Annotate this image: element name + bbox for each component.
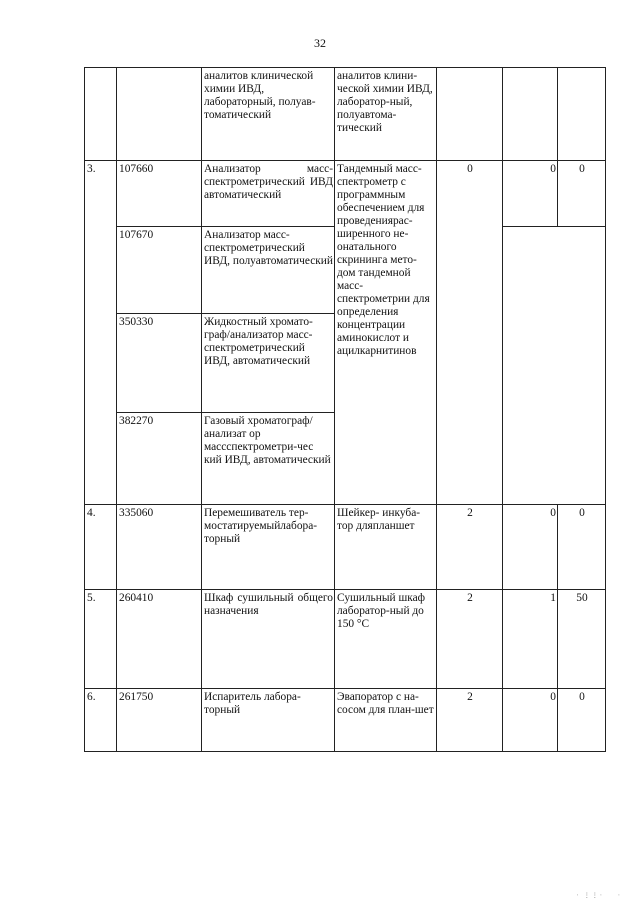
page-number: 32 [314,36,326,50]
nomenclature-code: 261750 [117,689,202,752]
device-name: Анализатор масс-спектрометрический ИВД автоматический [202,161,335,227]
device-name: аналитов клинической химии ИВД, лабораторный, полуав-томатический [202,68,335,161]
value-b: 0 [558,161,606,227]
device-description: Тандемный масс-спектрометр с программным обеспечением для проведениярас-ширенного не-онатального скрининга мето-дом тандемной масс-спектрометрии для определения концентрации аминокислот и ацилкарнитинов [335,161,437,505]
row-number: 5. [85,590,117,689]
nomenclature-code: 107670 [117,227,202,314]
nomenclature-code: 260410 [117,590,202,689]
device-description: Шейкер- инкуба-тор дляпланшет [335,505,437,590]
device-name: Газовый хроматограф/анализат ор массспектрометри-чес кий ИВД, автоматический [202,413,335,505]
table-row [85,68,606,161]
nomenclature-code: 350330 [117,314,202,413]
row-number: 4. [85,505,117,590]
row-number: 6. [85,689,117,752]
nomenclature-code [117,68,202,161]
value-a: 0 [503,161,558,227]
row-number: 3. [85,161,117,505]
device-name: Шкаф сушильный общего назначения [202,590,335,689]
device-name: Испаритель лабора-торный [202,689,335,752]
quantity [437,68,503,161]
quantity: 2 [437,590,503,689]
quantity: 0 [437,161,503,505]
scan-mark: ⋅ ⋮⋮⋅ ⋅ [576,893,622,899]
table-row [85,161,606,227]
device-name: Перемешиватель тер-мостатируемыйлабора-торный [202,505,335,590]
table-row [85,590,606,689]
equipment-table [84,67,606,752]
value-a [503,68,558,161]
device-description: Сушильный шкаф лаборатор-ный до 150 °C [335,590,437,689]
device-name: Жидкостный хромато-граф/анализатор масс-спектрометрический ИВД, автоматический [202,314,335,413]
quantity: 2 [437,689,503,752]
nomenclature-code: 107660 [117,161,202,227]
device-description: аналитов клини-ческой химии ИВД, лаборатор-ный, полуавтома-тический [335,68,437,161]
table-row [85,505,606,590]
value-a: 0 [503,689,558,752]
value-b: 0 [558,689,606,752]
quantity: 2 [437,505,503,590]
value-cell [503,227,606,505]
value-b: 50 [558,590,606,689]
nomenclature-code: 382270 [117,413,202,505]
table-row [85,689,606,752]
value-a: 0 [503,505,558,590]
nomenclature-code: 335060 [117,505,202,590]
value-b: 0 [558,505,606,590]
value-b [558,68,606,161]
value-a: 1 [503,590,558,689]
row-number [85,68,117,161]
device-description: Эвапоратор с на-сосом для план-шет [335,689,437,752]
device-name: Анализатор масс-спектрометрический ИВД, полуавтоматический [202,227,335,314]
